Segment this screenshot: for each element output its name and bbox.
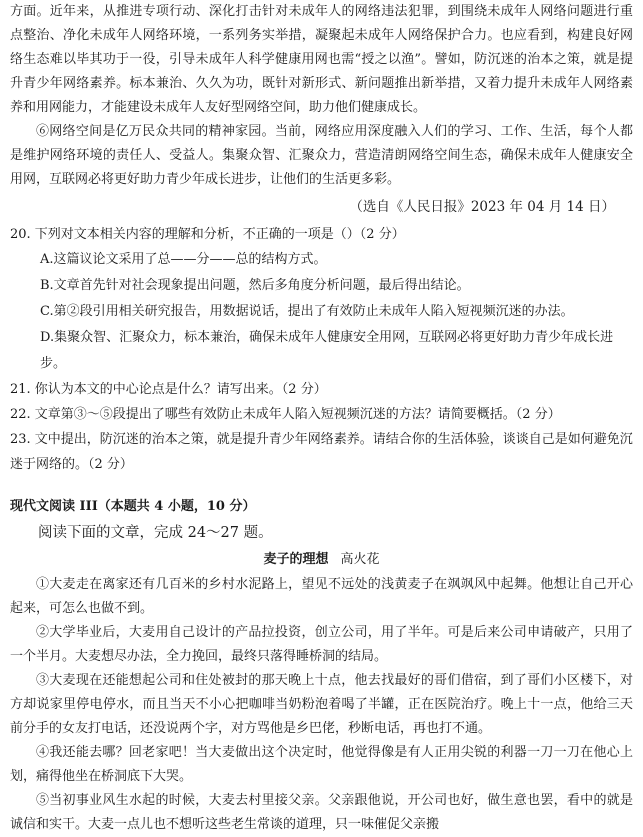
story-paragraph-5: ⑤当初事业风生水起的时候，大麦去村里接父亲。父亲跟他说，开公司也好，做生意也罢，看中的就是诚信和实干。大麦一点儿也不想听这些老生常谈的道理，只一味催促父亲搬: [10, 793, 633, 832]
story-title-row: [10, 547, 633, 573]
source-citation: （选自《人民日报》2023 年 04 月 14 日）: [349, 199, 615, 215]
question-20-option-a: A.这篇议论文采用了总——分——总的结构方式。: [40, 252, 327, 267]
story-paragraph-1: ①大麦走在离家还有几百米的乡村水泥路上，望见不远处的浅黄麦子在飒飒风中起舞。他想让自己开心起来，可怎么也做不到。: [10, 577, 633, 616]
article-paragraph-6: ⑥网络空间是亿万民众共同的精神家园。当前，网络应用深度融入人们的学习、工作、生活，每个人都是维护网络环境的责任人、受益人。集聚众智、汇聚众力，营造清朗网络空间生态，确保未成年人健康安全用网，互联网必将更好助力青少年成长进步，让他们的生活更多彩。: [10, 124, 633, 187]
question-21: 21. 你认为本文的中心论点是什么？请写出来。（2 分）: [10, 382, 327, 397]
question-20-option-b: B.文章首先针对社会现象提出问题，然后多角度分析问题，最后得出结论。: [40, 278, 470, 293]
section-gap: [10, 477, 633, 495]
story-title: 麦子的理想: [263, 552, 329, 567]
question-20-stem: 20. 下列对文本相关内容的理解和分析，不正确的一项是（）（2 分）: [10, 227, 405, 242]
article-paragraph-continued: 方面。近年来，从推进专项行动、深化打击针对未成年人的网络违法犯罪，到围绕未成年人网络问题进行重点整治、净化未成年人网络环境，一系列务实举措，凝聚起未成年人网络保护合力。也应看到，构建良好网络生态难以毕其功于一役，引导未成年人科学健康用网也需“授之以渔”。譬如，防沉迷的治本之策，就是提升青少年网络素养。标本兼治、久久为功，既针对新形式、新问题推出新举措，又着力提升未成年人网络素养和用网能力，才能建设未成年人友好型网络空间，助力他们健康成长。: [10, 4, 633, 115]
question-20-option-d: D.集聚众智、汇聚众力，标本兼治，确保未成年人健康安全用网，互联网必将更好助力青少年成长进步。: [40, 330, 614, 371]
question-20: [10, 222, 633, 377]
story-paragraph-3: ③大麦现在还能想起公司和住处被封的那天晚上十点，他去找最好的哥们借宿，到了哥们小区楼下，对方却说家里停电停水，而且当天不小心把咖啡当奶粉泡着喝了半罐，正在医院治疗。晚上十一点，他给三天前分手的女友打电话，还没说两个字，对方骂他是乡巴佬，秒断电话，再也打不通。: [10, 673, 633, 736]
story-paragraph-2: ②大学毕业后，大麦用自己设计的产品拉投资，创立公司，用了半年。可是后来公司申请破产，只用了一个半月。大麦想尽办法，全力挽回，最终只落得睡桥洞的结局。: [10, 625, 633, 664]
question-20-option-c: C.第②段引用相关研究报告，用数据说话，提出了有效防止未成年人陷入短视频沉迷的办法。: [40, 304, 574, 319]
story-paragraph-4: ④我还能去哪？回老家吧！当大麦做出这个决定时，他觉得像是有人正用尖锐的利器一刀一刀在他心上划，痛得他坐在桥洞底下大哭。: [10, 745, 633, 784]
reading-instruction: 阅读下面的文章，完成 24～27 题。: [38, 525, 273, 541]
story-author: 高火花: [340, 552, 380, 567]
question-23: 23. 文中提出，防沉迷的治本之策，就是提升青少年网络素养。请结合你的生活体验，谈谈自己是如何避免沉迷于网络的。（2 分）: [10, 432, 633, 472]
question-22: 22. 文章第③～⑤段提出了哪些有效防止未成年人陷入短视频沉迷的方法？请简要概括。（2 分）: [10, 407, 561, 422]
section-heading: 现代文阅读 III（本题共 4 小题，10 分）: [10, 499, 256, 514]
